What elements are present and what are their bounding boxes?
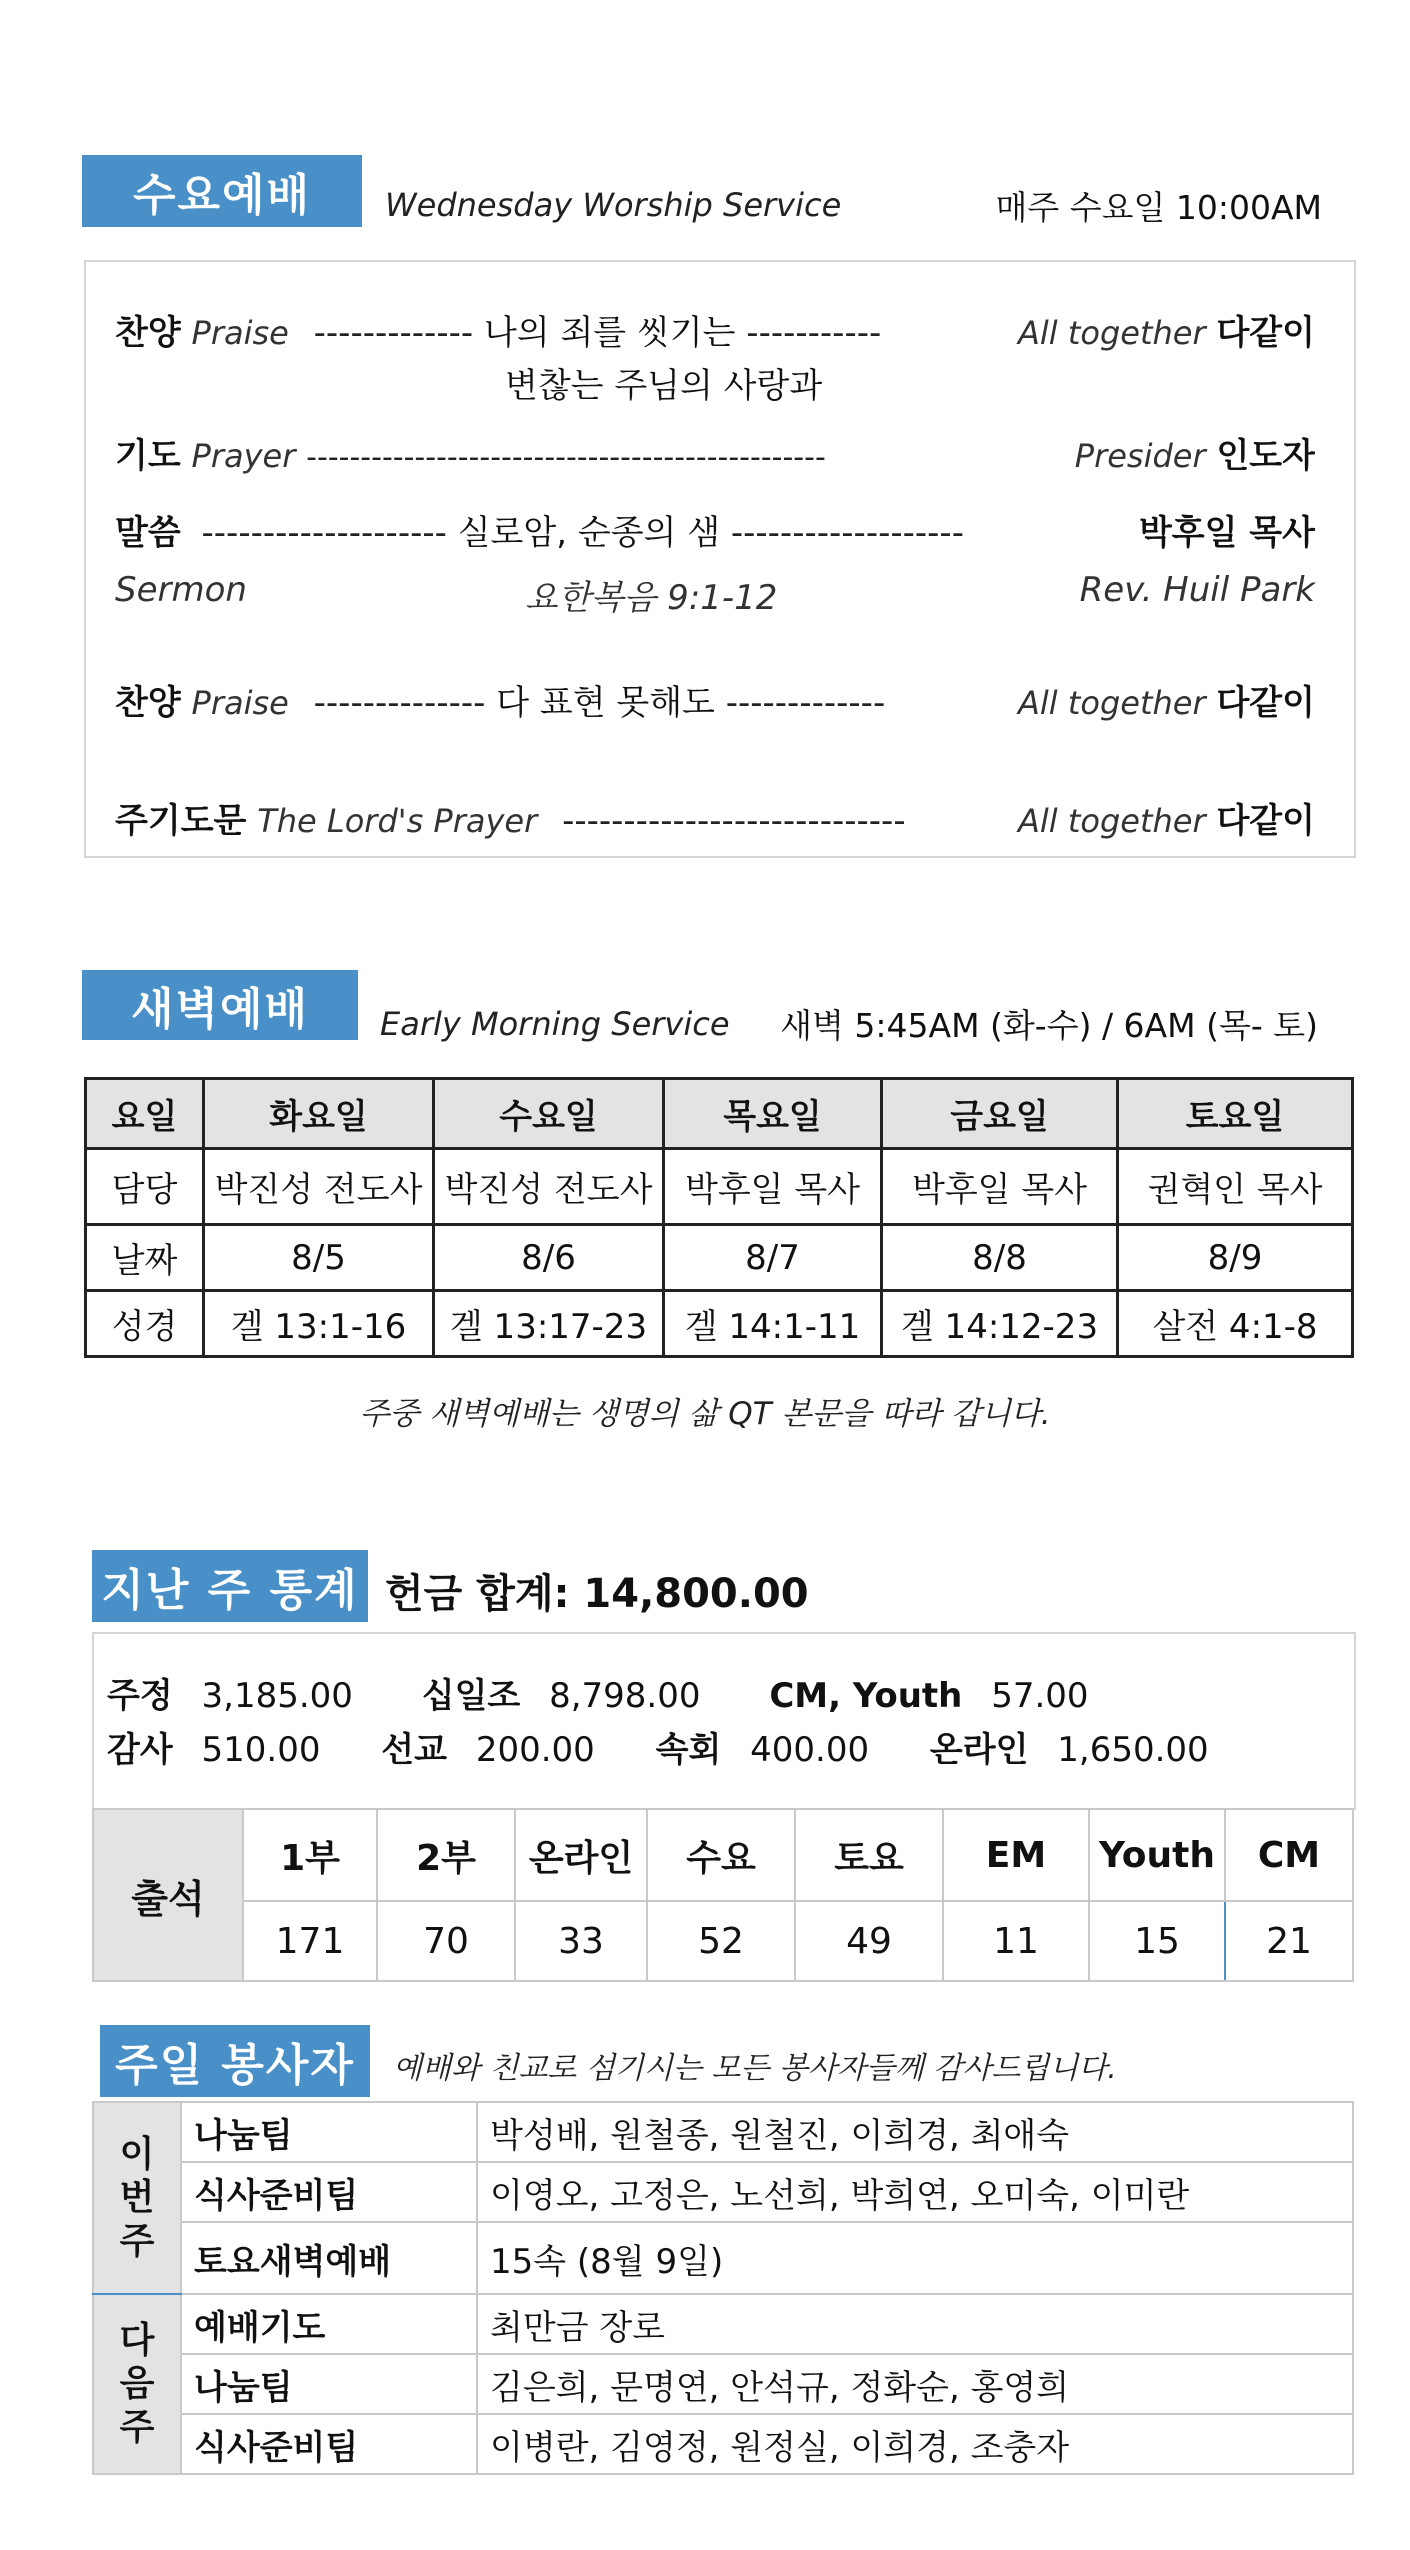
item-en: The Lord's Prayer: [257, 802, 538, 840]
program-row-lords-prayer: [115, 793, 1315, 842]
table-row: [93, 2162, 1353, 2222]
item-en: Praise: [191, 314, 289, 352]
table-cell: 겔 14:12-23: [882, 1291, 1118, 1357]
attendance-value: 33: [515, 1901, 647, 1981]
role-ko: 다같이: [1216, 313, 1315, 353]
sermon-scripture: 요한복음 9:1-12: [525, 578, 778, 618]
item-ko: 말씀: [115, 513, 181, 553]
volunteer-role: 나눔팀: [181, 2102, 477, 2162]
attendance-value: 11: [943, 1901, 1089, 1981]
table-cell: 목요일: [664, 1079, 882, 1149]
item-ko: 주기도문: [115, 801, 247, 841]
item-en: Prayer: [191, 437, 296, 475]
offering-label: CM, Youth: [769, 1676, 963, 1716]
role-en: All together: [1018, 684, 1206, 722]
attendance-value: 70: [377, 1901, 515, 1981]
volunteers-section-tag: 주일 봉사자: [100, 2025, 370, 2097]
offering-total: 헌금 합계: 14,800.00: [385, 1571, 809, 1617]
attendance-header: 수요: [647, 1809, 795, 1901]
offering-value: 510.00: [201, 1730, 321, 1770]
program-row-praise: [115, 305, 1315, 354]
attendance-header: CM: [1225, 1809, 1353, 1901]
offering-label: 선교: [381, 1730, 447, 1770]
offering-box: [92, 1632, 1356, 1810]
table-row: [86, 1225, 1353, 1291]
table-cell: 8/9: [1118, 1225, 1353, 1291]
volunteer-role: 나눔팀: [181, 2354, 477, 2414]
attendance-header-row: [93, 1809, 1353, 1901]
attendance-table: [92, 1808, 1354, 1982]
table-header-row: [86, 1079, 1353, 1149]
attendance-label: 출석: [93, 1809, 243, 1981]
table-row: [93, 2222, 1353, 2294]
role-en: All together: [1018, 802, 1206, 840]
table-cell: 8/5: [204, 1225, 434, 1291]
role-ko: 인도자: [1216, 436, 1315, 476]
attendance-value: 52: [647, 1901, 795, 1981]
next-week-label: 다 음 주: [93, 2294, 181, 2474]
attendance-header: 2부: [377, 1809, 515, 1901]
table-cell: 권혁인 목사: [1118, 1149, 1353, 1225]
attendance-header: 토요: [795, 1809, 943, 1901]
dash-line: -----------: [746, 313, 882, 353]
this-week-label: 이 번 주: [93, 2102, 181, 2294]
attendance-header: 온라인: [515, 1809, 647, 1901]
attendance-value: 15: [1089, 1901, 1225, 1981]
item-title: 다 표현 못해도: [496, 683, 715, 723]
table-cell: 날짜: [86, 1225, 204, 1291]
offering-label: 감사: [107, 1730, 173, 1770]
dash-line: ------------------------------------------------: [306, 440, 826, 475]
attendance-header: EM: [943, 1809, 1089, 1901]
volunteer-names: 15속 (8월 9일): [477, 2222, 1353, 2294]
offering-value: 400.00: [750, 1730, 870, 1770]
wednesday-time: 매주 수요일 10:00AM: [995, 188, 1322, 227]
table-row: [93, 2414, 1353, 2474]
item-ko: 찬양: [115, 313, 181, 353]
attendance-header: 1부: [243, 1809, 377, 1901]
role-en: Presider: [1074, 437, 1206, 475]
table-cell: 8/8: [882, 1225, 1118, 1291]
dash-line: --------------------: [201, 513, 447, 553]
dash-line: -------------: [725, 683, 886, 723]
early-note: 주중 새벽예배는 생명의 삶 QT 본문을 따라 갑니다.: [359, 1396, 1051, 1432]
attendance-values-row: [93, 1901, 1353, 1981]
table-cell: 살전 4:1-8: [1118, 1291, 1353, 1357]
attendance-header: Youth: [1089, 1809, 1225, 1901]
offering-label: 속회: [655, 1730, 722, 1770]
volunteer-names: 이병란, 김영정, 원정실, 이희경, 조충자: [477, 2414, 1353, 2474]
offering-line-1: [107, 1668, 1089, 1717]
table-cell: 8/7: [664, 1225, 882, 1291]
item-ko: 찬양: [115, 683, 181, 723]
offering-label: 주정: [107, 1676, 173, 1716]
attendance-value: 49: [795, 1901, 943, 1981]
dash-line: --------------: [313, 683, 486, 723]
offering-value: 200.00: [475, 1730, 595, 1770]
table-cell: 박진성 전도사: [434, 1149, 664, 1225]
offering-value: 8,798.00: [549, 1676, 701, 1716]
volunteer-role: 식사준비팀: [181, 2414, 477, 2474]
table-cell: 요일: [86, 1079, 204, 1149]
table-cell: 토요일: [1118, 1079, 1353, 1149]
dash-line: -------------------: [730, 513, 964, 553]
offering-line-2: [107, 1722, 1209, 1771]
dash-line: ----------------------------: [562, 801, 906, 841]
sermon-en: Sermon: [115, 570, 247, 610]
early-section-tag: 새벽예배: [82, 970, 358, 1040]
table-cell: 겔 14:1-11: [664, 1291, 882, 1357]
early-subtitle: Early Morning Service: [380, 1005, 730, 1043]
offering-label: 십일조: [421, 1676, 521, 1716]
role-en: All together: [1018, 314, 1206, 352]
offering-label: 온라인: [929, 1730, 1029, 1770]
volunteer-role: 토요새벽예배: [181, 2222, 477, 2294]
item-title: 나의 죄를 씻기는: [483, 313, 736, 353]
wednesday-section-tag: 수요예배: [82, 155, 362, 227]
offering-value: 1,650.00: [1057, 1730, 1209, 1770]
item-title: 실로암, 순종의 샘: [457, 513, 721, 553]
volunteer-names: 박성배, 원철종, 원철진, 이희경, 최애숙: [477, 2102, 1353, 2162]
role-ko: 다같이: [1216, 683, 1315, 723]
program-row-prayer: [115, 428, 1315, 477]
stats-section-tag: 지난 주 통계: [92, 1550, 368, 1622]
attendance-value: 171: [243, 1901, 377, 1981]
volunteer-role: 식사준비팀: [181, 2162, 477, 2222]
wednesday-subtitle: Wednesday Worship Service: [385, 186, 842, 224]
program-row-praise-2: [115, 675, 1315, 724]
item-en: Praise: [191, 684, 289, 722]
sermon-preacher-en: Rev. Huil Park: [1079, 570, 1315, 610]
role-ko: 박후일 목사: [1138, 513, 1315, 553]
table-cell: 겔 13:17-23: [434, 1291, 664, 1357]
volunteer-role: 예배기도: [181, 2294, 477, 2354]
attendance-value: 21: [1225, 1901, 1353, 1981]
role-ko: 다같이: [1216, 801, 1315, 841]
volunteers-thanks: 예배와 친교로 섬기시는 모든 봉사자들께 감사드립니다.: [393, 2051, 1117, 2086]
table-row: [93, 2354, 1353, 2414]
offering-value: 3,185.00: [201, 1676, 353, 1716]
table-cell: 박후일 목사: [664, 1149, 882, 1225]
item-ko: 기도: [115, 436, 181, 476]
volunteer-names: 이영오, 고정은, 노선희, 박희연, 오미숙, 이미란: [477, 2162, 1353, 2222]
early-schedule-table: [84, 1077, 1354, 1358]
table-cell: 금요일: [882, 1079, 1118, 1149]
table-cell: 겔 13:1-16: [204, 1291, 434, 1357]
table-cell: 8/6: [434, 1225, 664, 1291]
table-cell: 성경: [86, 1291, 204, 1357]
table-row: [93, 2102, 1353, 2162]
table-cell: 담당: [86, 1149, 204, 1225]
table-cell: 박진성 전도사: [204, 1149, 434, 1225]
table-cell: 박후일 목사: [882, 1149, 1118, 1225]
item-title-line2: 변찮는 주님의 사랑과: [505, 366, 823, 406]
offering-value: 57.00: [991, 1676, 1089, 1716]
early-time: 새벽 5:45AM (화-수) / 6AM (목- 토): [780, 1006, 1318, 1045]
volunteers-table: [92, 2101, 1354, 2475]
table-row: [86, 1149, 1353, 1225]
table-row: [86, 1291, 1353, 1357]
table-row: [93, 2294, 1353, 2354]
table-cell: 화요일: [204, 1079, 434, 1149]
volunteer-names: 최만금 장로: [477, 2294, 1353, 2354]
volunteer-names: 김은희, 문명연, 안석규, 정화순, 홍영희: [477, 2354, 1353, 2414]
program-row-sermon: [115, 505, 1315, 554]
table-cell: 수요일: [434, 1079, 664, 1149]
dash-line: -------------: [313, 313, 474, 353]
